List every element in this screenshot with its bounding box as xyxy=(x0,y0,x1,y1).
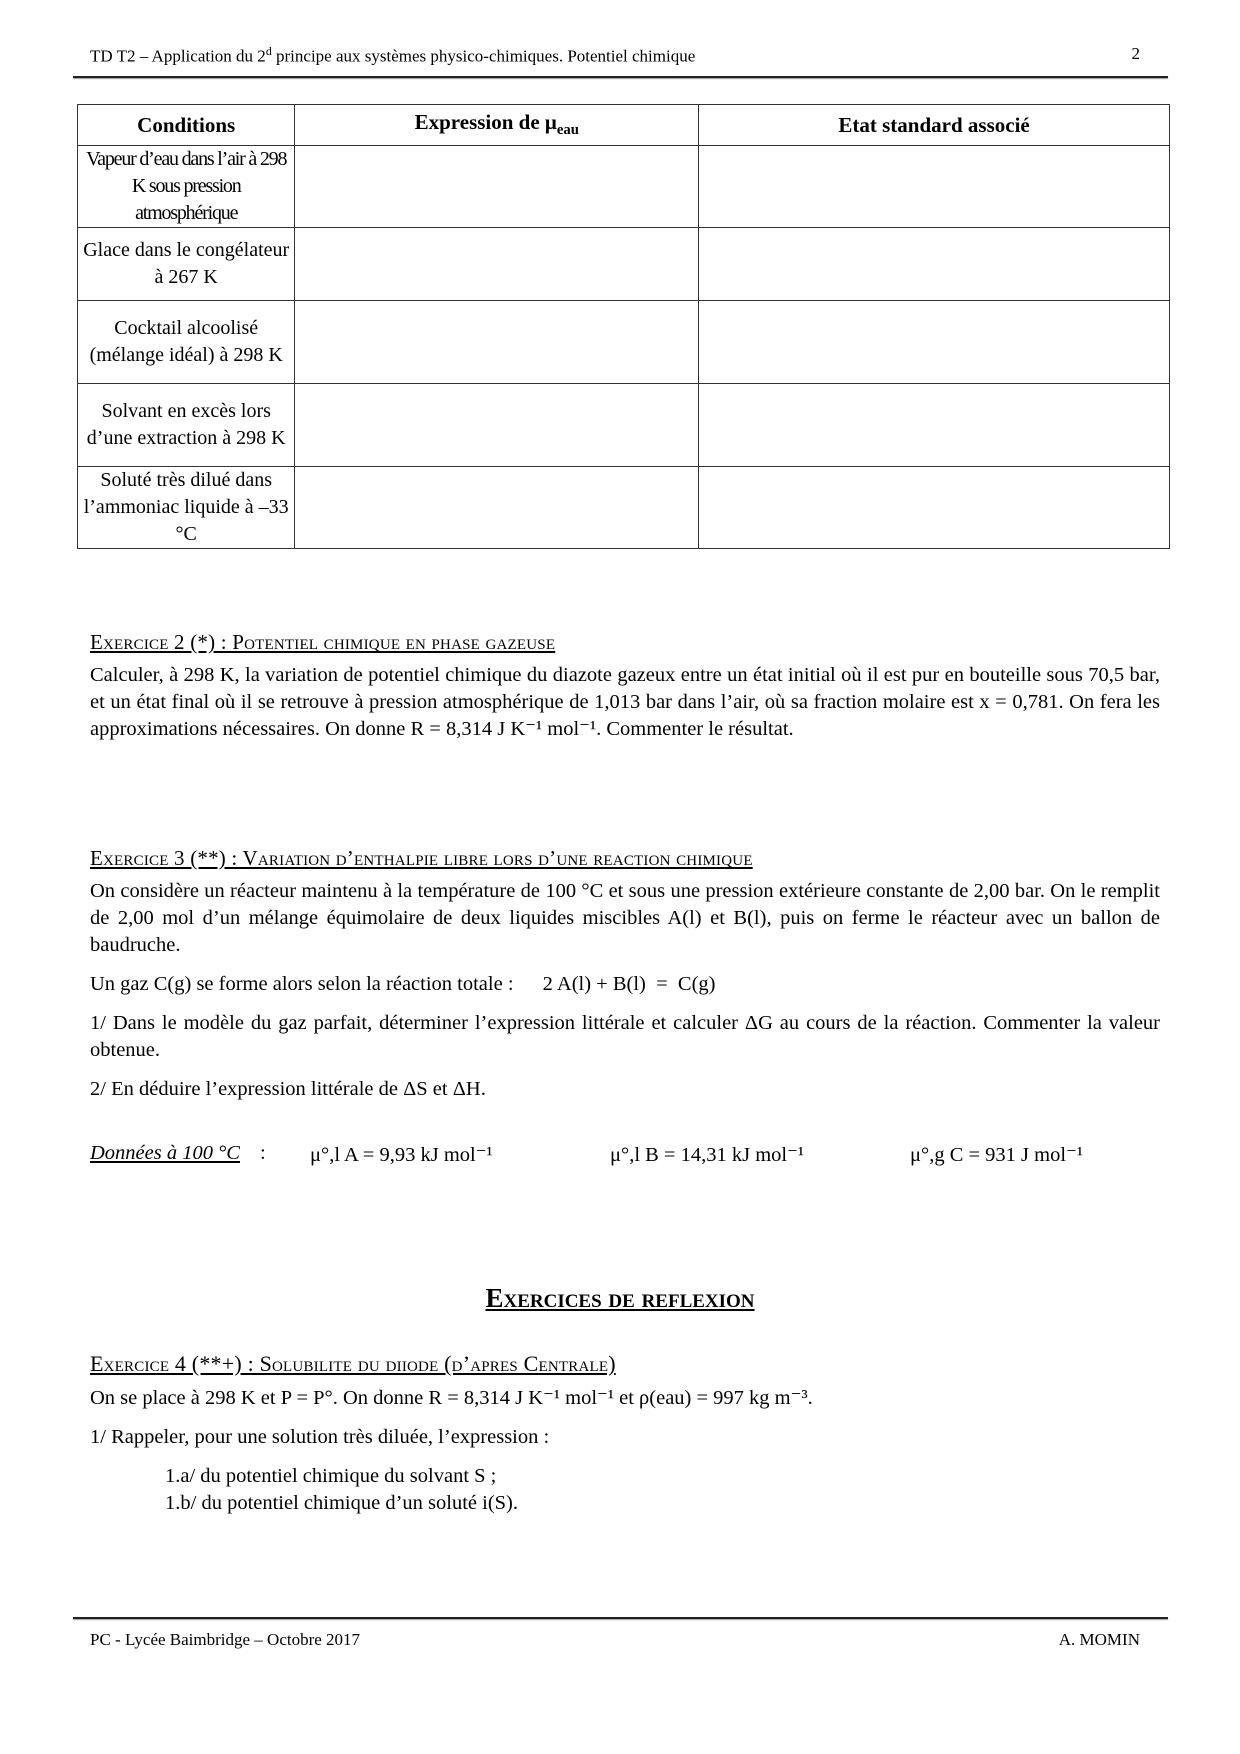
footer-author: A. MOMIN xyxy=(1058,1630,1140,1649)
exercice-3 xyxy=(90,845,1160,1103)
page-header xyxy=(90,44,1150,68)
table-row-condition: Solvant en excès lors d’une extraction à 298 K xyxy=(78,384,295,467)
table-row-condition: Soluté très dilué dans l’ammoniac liquide à –33 °C xyxy=(78,467,295,549)
table-cell-etat xyxy=(699,467,1170,549)
exercice-4-question-1: 1/ Rappeler, pour une solution très diluée, l’expression : xyxy=(90,1426,550,1448)
table-cell-etat xyxy=(699,384,1170,467)
exercice-2 xyxy=(90,629,1160,743)
footer-rule xyxy=(73,1617,1168,1619)
col-header-etat-standard: Etat standard associé xyxy=(699,105,1170,146)
table-row-condition: Cocktail alcoolisé (mélange idéal) à 298 K xyxy=(78,301,295,384)
exercice-4-question-1a: 1.a/ du potentiel chimique du solvant S ; xyxy=(165,1465,497,1487)
table-row-condition: Glace dans le congélateur à 267 K xyxy=(78,228,295,301)
table-cell-expression xyxy=(295,467,699,549)
conditions-table xyxy=(77,104,1170,549)
col-header-expression: Expression de $\mu_{eau}$ xyxy=(295,105,699,146)
table-cell-etat xyxy=(699,146,1170,228)
table-row-condition: Vapeur d’eau dans l’air à 298 K sous pression atmosphérique xyxy=(78,146,295,228)
donnee-mu-b: μ°,l B = 14,31 kJ mol⁻¹ xyxy=(610,1144,805,1166)
donnee-mu-a: μ°,l A = 9,93 kJ mol⁻¹ xyxy=(310,1144,493,1166)
donnees-label: Données à 100 °C xyxy=(90,1142,240,1164)
page-number: 2 xyxy=(1131,44,1140,63)
table-cell-expression xyxy=(295,384,699,467)
table-cell-expression xyxy=(295,228,699,301)
exercice-4-question-1b: 1.b/ du potentiel chimique d’un soluté i(S). xyxy=(165,1492,519,1514)
col-header-conditions: Conditions xyxy=(78,105,295,146)
exercice-3-question-2: 2/ En déduire l’expression littérale de ΔS et ΔH. xyxy=(90,1078,486,1100)
exercice-2-text: Calculer, à 298 K, la variation de potentiel chimique du diazote gazeux entre un état initial où il est pur en bouteille sous 70,5 bar, et un état final où il se retrouve à pression atmosphérique de 1,013 bar dans l’air, où sa fraction molaire est x = 0,781. On fera les approximations nécessaires. On donne R = 8,314 J K⁻¹ mol⁻¹. Commenter le résultat. xyxy=(90,664,1160,740)
header-title: TD T2 – Application du 2$^d$ principe aux systèmes physico-chimiques. Potentiel chimique xyxy=(90,44,696,66)
exercice-2-title: Exercice 2 (*) : Potentiel chimique en phase gazeuse xyxy=(90,630,556,654)
table-cell-expression xyxy=(295,301,699,384)
exercice-3-intro: On considère un réacteur maintenu à la température de 100 °C et sous une pression extérieure constante de 2,00 bar. On le remplit de 2,00 mol d’un mélange équimolaire de deux liquides miscibles A(l) et B(l), puis on ferme le réacteur avec un ballon de baudruche. xyxy=(90,880,1160,956)
exercice-4-title: Exercice 4 (**+) : Solubilite du diiode (d’apres Centrale) xyxy=(90,1351,616,1376)
table-cell-etat xyxy=(699,301,1170,384)
reflexion-heading: Exercices de reflexion xyxy=(485,1283,755,1313)
exercice-4-line-1: On se place à 298 K et P = P°. On donne R = 8,314 J K⁻¹ mol⁻¹ et ρ(eau) = 997 kg m⁻³. xyxy=(90,1387,813,1409)
exercice-4 xyxy=(90,1350,1160,1517)
donnee-mu-c: μ°,g C = 931 J mol⁻¹ xyxy=(910,1144,1084,1166)
exercice-3-title: Exercice 3 (**) : Variation d’enthalpie libre lors d’une reaction chimique xyxy=(90,846,753,870)
table-cell-expression xyxy=(295,146,699,228)
exercice-3-reaction-line: Un gaz C(g) se forme alors selon la réaction totale : 2 A(l) + B(l) = C(g) xyxy=(90,973,716,995)
header-rule xyxy=(73,76,1168,78)
footer-left: PC - Lycée Baimbridge – Octobre 2017 xyxy=(90,1630,361,1649)
table-cell-etat xyxy=(699,228,1170,301)
exercice-3-question-1: 1/ Dans le modèle du gaz parfait, déterminer l’expression littérale et calculer ΔG au cours de la réaction. Commenter la valeur obtenue. xyxy=(90,1012,1160,1061)
reaction-equation: 2 A(l) + B(l) = C(g) xyxy=(542,973,716,995)
